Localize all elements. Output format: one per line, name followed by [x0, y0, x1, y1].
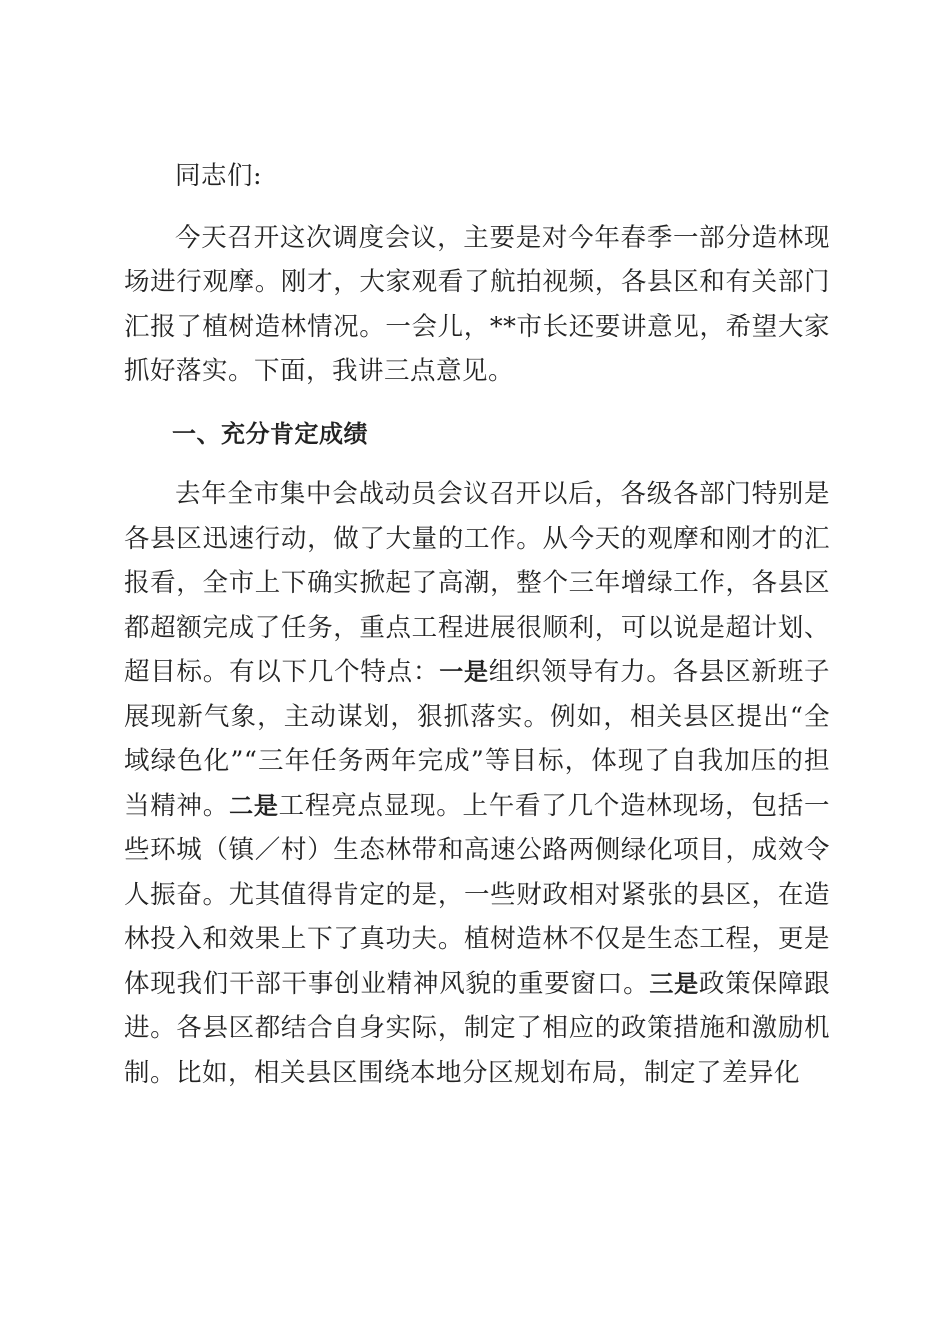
point1-label: 一是: [439, 658, 489, 686]
point2-text: 工程亮点显现。上午看了几个造林现场，包括一些环城（镇／村）生态林带和高速公路两侧绿化项目，成效令人振奋。尤其值得肯定的是，一些财政相对紧张的县区，在造林投入和效果上下了真功夫。植树造林不仅是生态工程，更是体现我们干部干事创业精神风貌的重要窗口。: [124, 790, 830, 999]
section-heading-1: 一、充分肯定成绩: [172, 419, 368, 448]
document-body: [124, 154, 830, 1095]
section1-text-a: 去年全市集中会战动员会议召开以后，各级各部门特别是各县区迅速行动，做了大量的工作。从今天的观摩和刚才的汇报看，全市上下确实掀起了高潮，整个三年增绿工作，各县区都超额完成了任务，重点工程进展很顺利，可以说是超计划、超目标。有以下几个特点：: [124, 479, 830, 687]
point3-text: 政策保障跟进。各县区都结合自身实际，制定了相应的政策措施和激励机制。比如，相关县区围绕本地分区规划布局，制定了差异化: [124, 968, 830, 1088]
point2-label: 二是: [229, 791, 279, 820]
salutation: 同志们:: [175, 161, 263, 191]
point1-text: 组织领导有力。各县区新班子展现新气象，主动谋划，狠抓落实。例如，相关县区提出“全域绿色化”“三年任务两年完成”等目标，体现了自我加压的担当精神。: [124, 657, 830, 821]
point3-label: 三是: [649, 969, 699, 998]
intro-paragraph: 今天召开这次调度会议，主要是对今年春季一部分造林现场进行观摩。刚才，大家观看了航拍视频，各县区和有关部门汇报了植树造林情况。一会儿，**市长还要讲意见，希望大家抓好落实。下面，我讲三点意见。: [124, 222, 830, 386]
section1-paragraph: [124, 472, 830, 1095]
